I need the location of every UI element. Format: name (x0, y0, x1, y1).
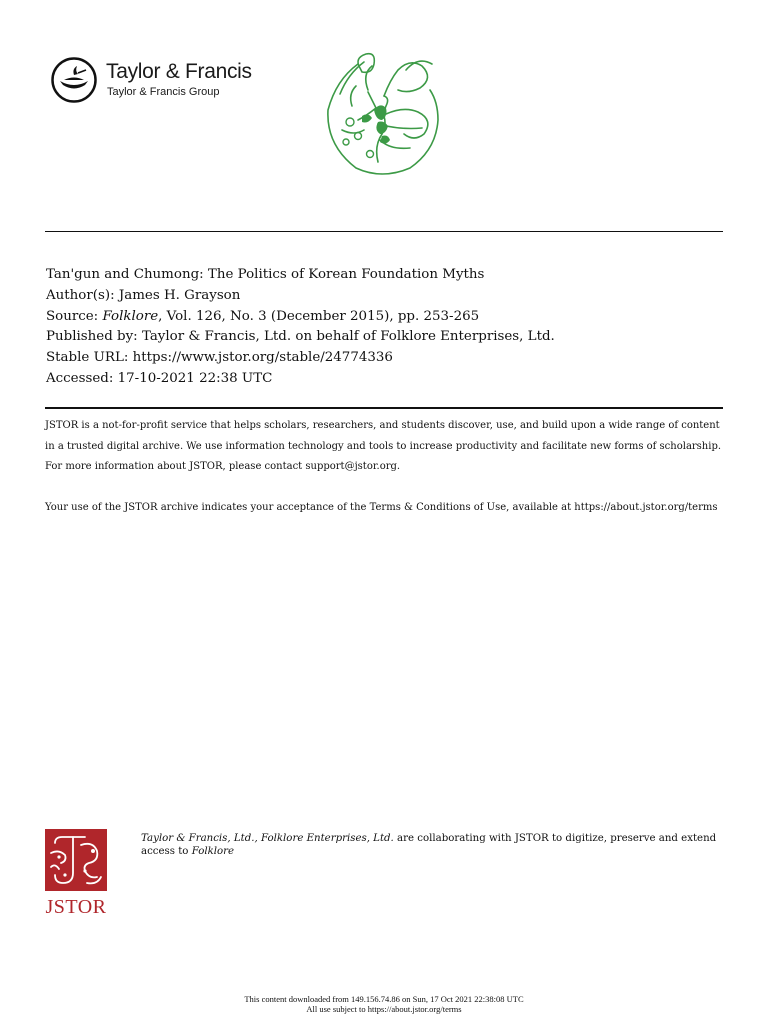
source-journal: Folklore (102, 308, 159, 324)
stable-url-link[interactable]: https://www.jstor.org/stable/24774336 (132, 350, 393, 366)
footer-download-line: This content downloaded from 149.156.74.86 on Sun, 17 Oct 2021 22:38:08 UTC (244, 994, 524, 1004)
jstor-notice (45, 416, 725, 519)
author-line (46, 286, 555, 307)
publisher-line (46, 327, 555, 348)
collaboration-statement (141, 832, 721, 858)
source-label: Source: (46, 308, 99, 324)
section-divider (45, 407, 723, 409)
stable-url-label: Stable URL: (46, 350, 129, 366)
jstor-wordmark: JSTOR (45, 896, 107, 918)
collaboration-journal: Folklore (191, 846, 235, 857)
accessed-label: Accessed: (46, 370, 114, 386)
accessed-date: 17-10-2021 22:38 UTC (117, 370, 273, 386)
author-label: Author(s): (46, 287, 115, 303)
folklore-emblem-icon (318, 50, 446, 178)
jstor-monogram-icon (45, 829, 107, 891)
publisher-group: Taylor & Francis Group (107, 86, 220, 98)
source-line (46, 307, 555, 328)
author-name: James H. Grayson (118, 287, 241, 303)
collaboration-text: are collaborating with JSTOR to digitize, preserve and extend access to (141, 833, 717, 857)
taylor-francis-logo (50, 56, 260, 108)
published-by: Taylor & Francis, Ltd. on behalf of Folklore Enterprises, Ltd. (141, 329, 555, 345)
download-footer (0, 994, 768, 1014)
article-metadata (46, 265, 555, 390)
published-label: Published by: (46, 329, 138, 345)
jstor-logo (44, 829, 108, 919)
source-details: , Vol. 126, No. 3 (December 2015), pp. 253-265 (158, 308, 480, 324)
stable-url-line (46, 348, 555, 369)
collaboration-partners: Taylor & Francis, Ltd., Folklore Enterprises, Ltd. (141, 833, 394, 844)
jstor-emblem (45, 829, 107, 891)
top-divider (45, 231, 723, 232)
accessed-line (46, 369, 555, 390)
notice-paragraph-about: JSTOR is a not-for-profit service that helps scholars, researchers, and students discover, use, and build upon a wide range of content in a trusted digital archive. We use information technology and tools to increase productivity and facilitate new forms of scholarship. For more information about JSTOR, please contact support@jstor.org. (45, 420, 722, 472)
notice-paragraph-terms: Your use of the JSTOR archive indicates your acceptance of the Terms & Conditions of Use, available at https://about.jstor.org/terms (45, 502, 718, 513)
publisher-name: Taylor & Francis (106, 60, 252, 83)
article-title: Tan'gun and Chumong: The Politics of Korean Foundation Myths (46, 267, 485, 282)
lamp-icon (50, 56, 98, 104)
footer-terms-line: All use subject to https://about.jstor.org/terms (306, 1004, 462, 1014)
